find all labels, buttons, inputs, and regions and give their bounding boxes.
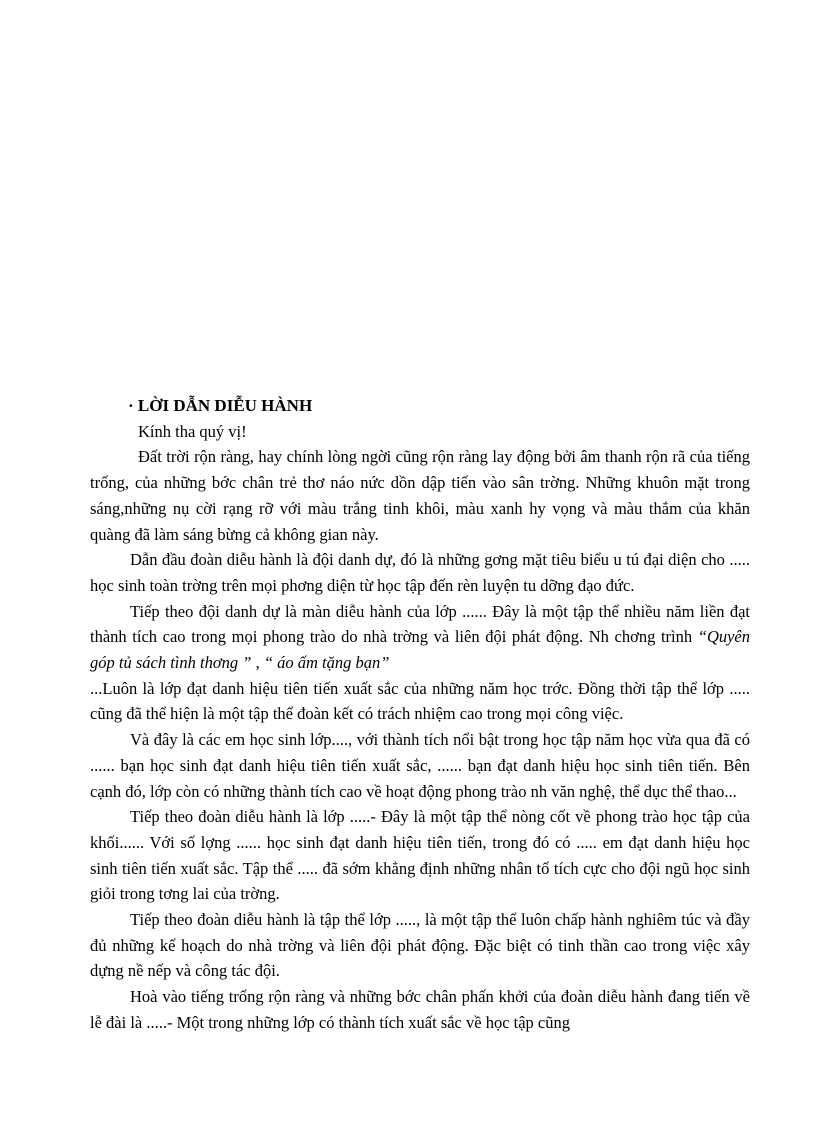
paragraph-4: ...Luôn là lớp đạt danh hiệu tiên tiến xuất sắc của những năm học trớc. Đồng thời tập thể lớp ..... cũng đã thể hiện là một tập thể đoàn kết có trách nhiệm cao trong mọi công việc. <box>90 678 750 724</box>
program-quote-1: “Quyên góp tủ sách tình thơng ” <box>90 627 751 673</box>
program-quote-2: “ áo ấm tặng bạn” <box>263 653 390 673</box>
document-heading: · LỜI DẪN DIỄU HÀNH <box>128 396 313 415</box>
document-body <box>90 393 750 1036</box>
quote-separator: , <box>251 653 264 673</box>
paragraph-8: Hoà vào tiếng trống rộn ràng và những bớc chân phấn khởi của đoàn diễu hành đang tiến về lễ đài là .....- Một trong những lớp có thành tích xuất sắc về học tập cũng <box>90 987 750 1032</box>
paragraph-5: Và đây là các em học sinh lớp...., với thành tích nổi bật trong học tập năm học vừa qua đã có ...... bạn học sinh đạt danh hiệu tiên tiến xuất sắc, ...... bạn đạt danh hiệu học sinh tiên tiến. Bên cạnh đó, lớp còn có những thành tích cao về hoạt động phong trào nh văn nghệ, thể dục thể thao... <box>90 730 750 801</box>
paragraph-1: Đất trời rộn ràng, hay chính lòng ngời cũng rộn ràng lay động bởi âm thanh rộn rã của tiếng trống, của những bớc chân trẻ thơ náo nức dồn dập tiến vào sân trờng. Những khuôn mặt trong sáng,những nụ cời rạng rỡ với màu trắng tinh khôi, màu xanh hy vọng và màu thắm của khăn quàng đã làm sáng bừng cả không gian này. <box>90 447 750 544</box>
paragraph-3 <box>90 599 750 676</box>
paragraph-7: Tiếp theo đoàn diễu hành là tập thể lớp ....., là một tập thể luôn chấp hành nghiêm túc và đầy đủ những kế hoạch do nhà trờng và liên đội phát động. Đặc biệt có tinh thần cao trong việc xây dựng nề nếp và công tác đội. <box>90 910 750 981</box>
greeting: Kính tha quý vị! <box>138 421 247 441</box>
paragraph-3-text: Tiếp theo đội danh dự là màn diễu hành của lớp ...... Đây là một tập thể nhiều năm liền đạt thành tích cao trong mọi phong trào do nhà trờng và liên đội phát động. Nh chơng trình <box>90 601 750 647</box>
paragraph-2: Dẫn đầu đoàn diễu hành là đội danh dự, đó là những gơng mặt tiêu biểu u tú đại diện cho ..... học sinh toàn trờng trên mọi phơng diện từ học tập đến rèn luyện tu dỡng đạo đức. <box>90 550 750 595</box>
paragraph-6: Tiếp theo đoàn diễu hành là lớp .....- Đây là một tập thể nòng cốt về phong trào học tập của khối...... Với số lợng ...... học sinh đạt danh hiệu tiên tiến, trong đó có ..... em đạt danh hiệu học sinh tiên tiến xuất sắc. Tập thể ..... đã sớm khẳng định những nhân tố tích cực cho đội ngũ học sinh giỏi trong tơng lai của trờng. <box>90 807 750 904</box>
